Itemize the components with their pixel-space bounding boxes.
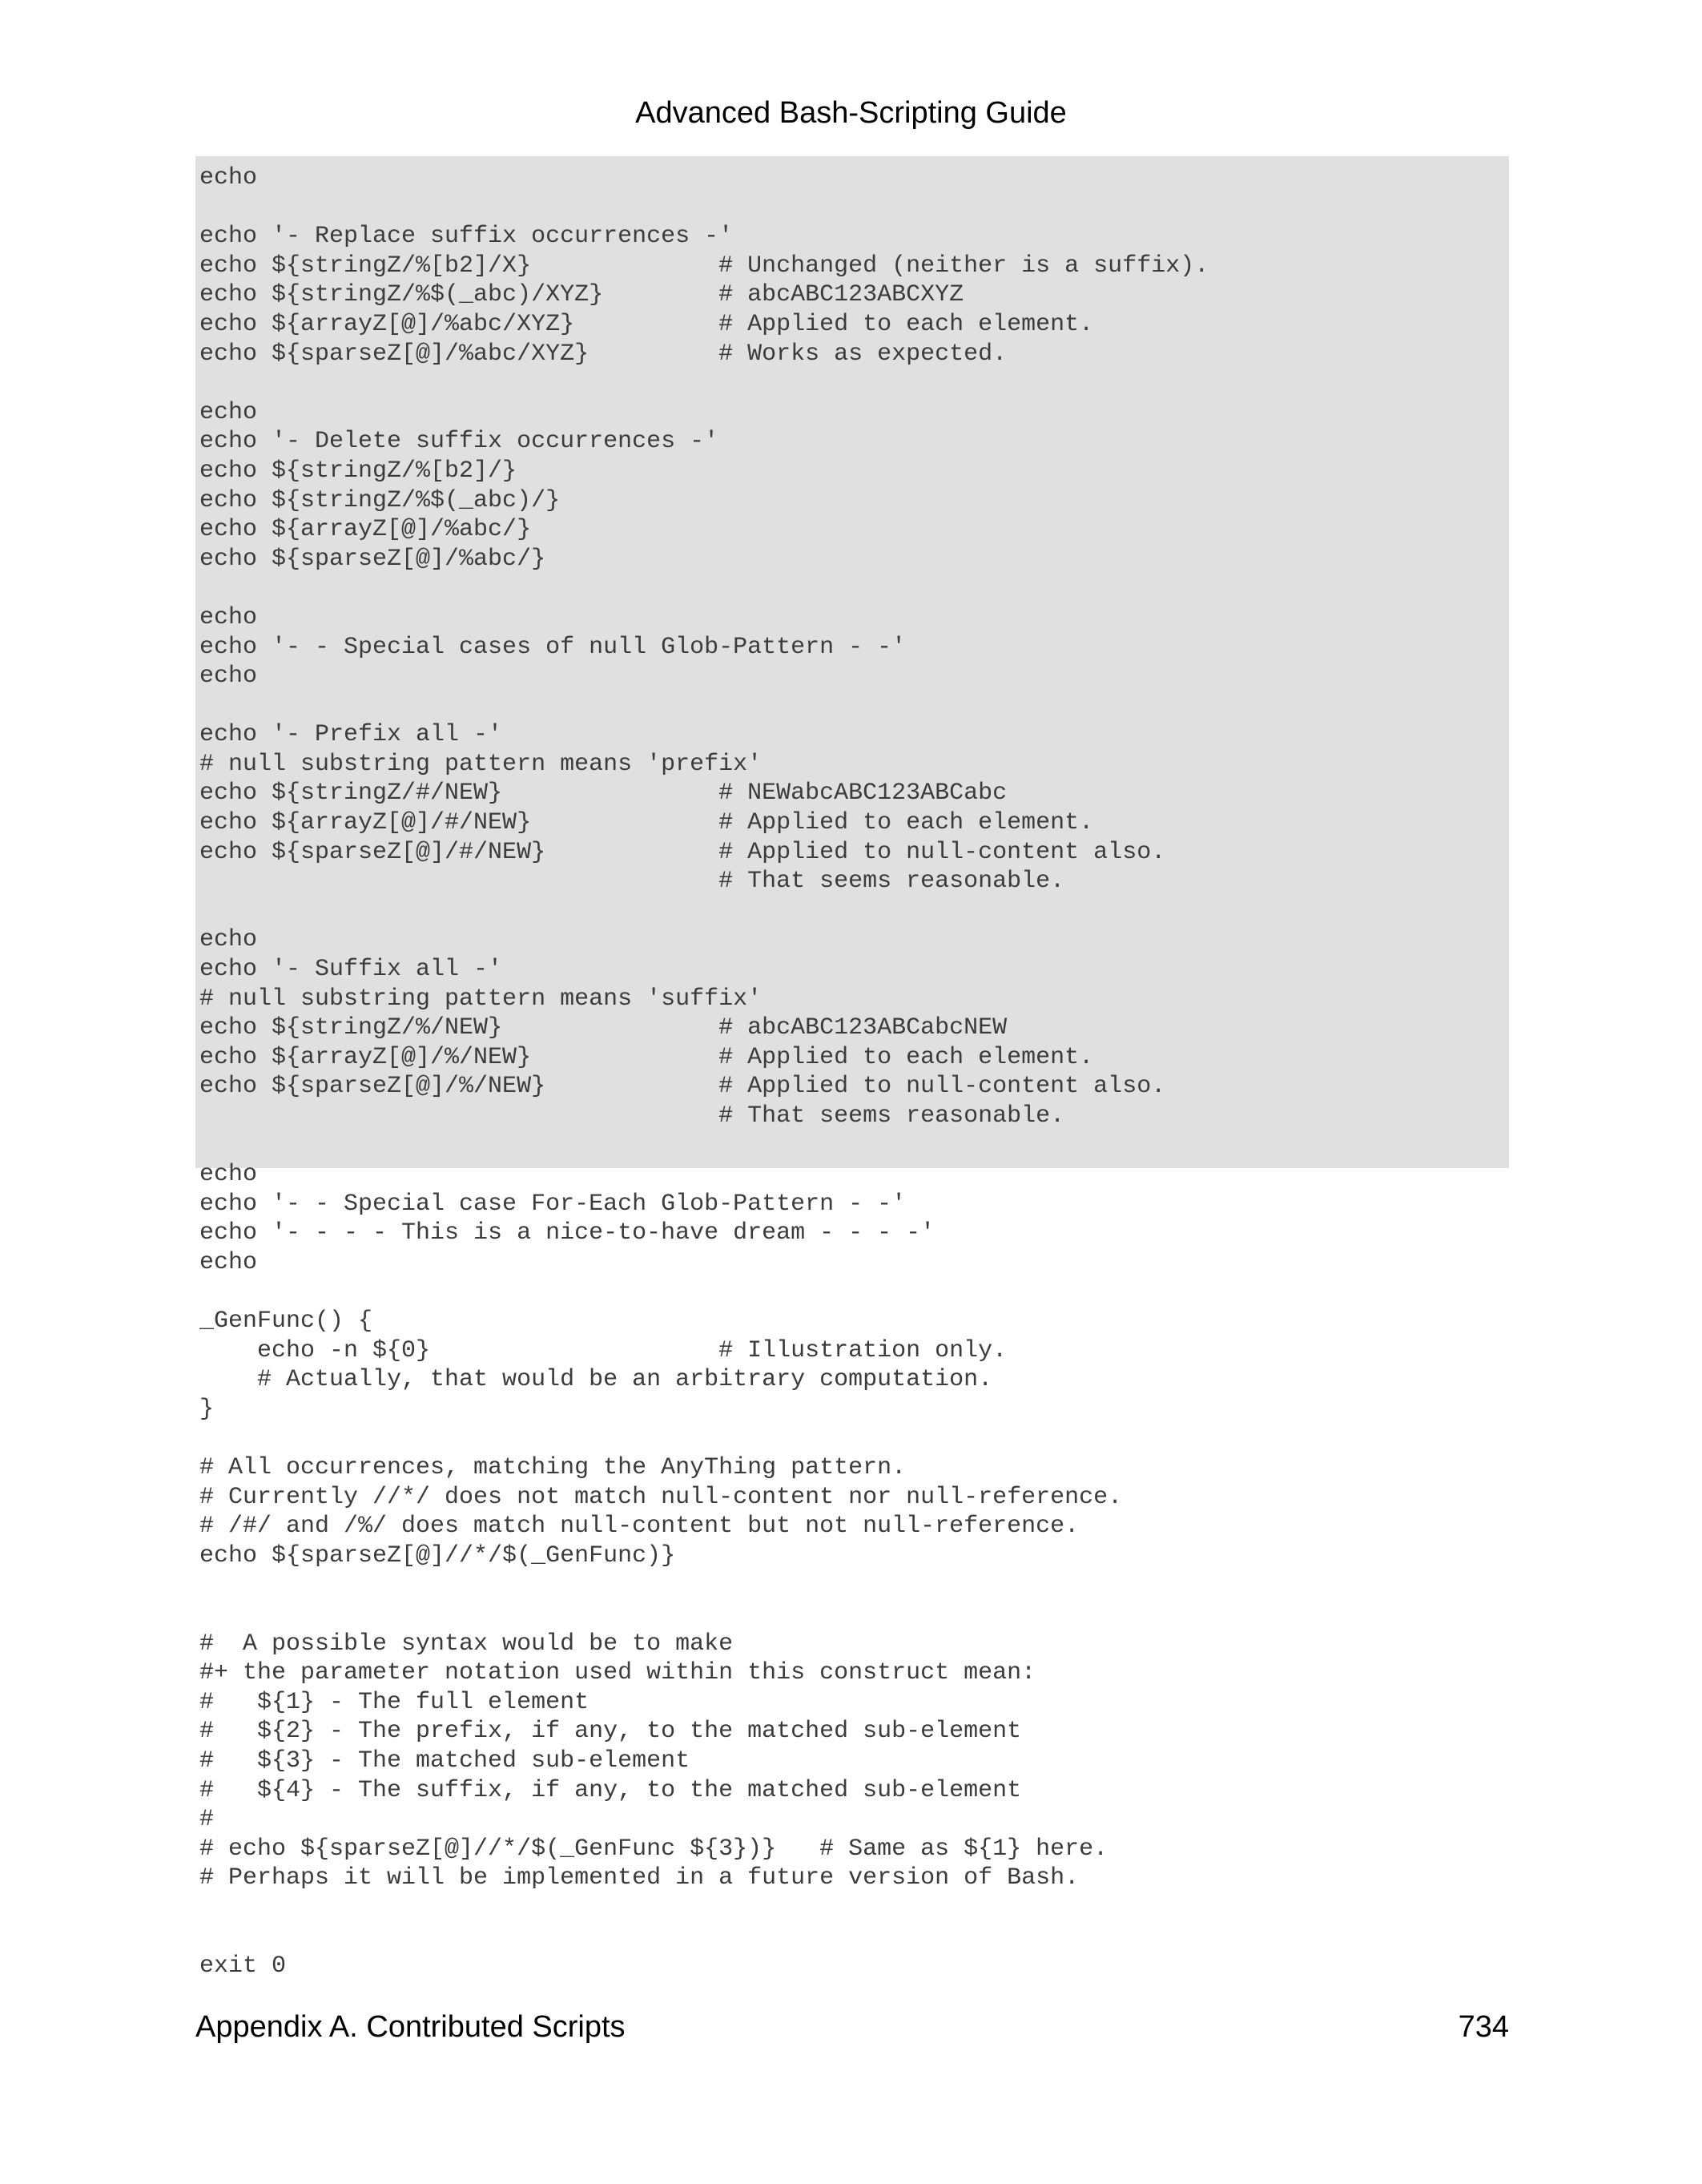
code-line <box>199 1571 1509 1601</box>
page-header-title: Advanced Bash-Scripting Guide <box>635 96 1067 130</box>
code-line: echo ${arrayZ[@]/#/NEW} # Applied to each element. <box>199 809 1094 837</box>
page-footer <box>195 2010 1509 2045</box>
code-line: echo <box>199 603 258 631</box>
code-line <box>199 1923 1509 1952</box>
code-line: echo '- - - - This is a nice-to-have dream - - - -' <box>199 1219 935 1247</box>
code-line: echo -n ${0} # Illustration only. <box>199 1336 1008 1364</box>
code-line: #+ the parameter notation used within this construct mean: <box>199 1659 1036 1687</box>
code-line: echo ${stringZ/%/NEW} # abcABC123ABCabcNEW <box>199 1014 1008 1042</box>
code-line <box>199 1600 1509 1630</box>
code-line: echo ${sparseZ[@]/#/NEW} # Applied to null-content also. <box>199 838 1166 866</box>
code-line: # null substring pattern means 'prefix' <box>199 750 762 778</box>
code-line: } <box>199 1395 215 1423</box>
code-line: echo ${stringZ/%$(_abc)/} <box>199 486 561 514</box>
code-line: echo '- - Special cases of null Glob-Pattern - -' <box>199 633 907 661</box>
code-line: echo <box>199 1161 258 1189</box>
code-line: echo ${arrayZ[@]/%abc/XYZ} # Applied to each element. <box>199 310 1094 338</box>
code-line: echo ${arrayZ[@]/%abc/} <box>199 516 532 544</box>
code-line: echo ${arrayZ[@]/%/NEW} # Applied to each element. <box>199 1043 1094 1071</box>
code-line: echo <box>199 398 258 426</box>
code-line: echo ${stringZ/#/NEW} # NEWabcABC123ABCabc <box>199 780 1008 808</box>
code-line: # All occurrences, matching the AnyThing pattern. <box>199 1454 907 1482</box>
code-line <box>199 897 1509 926</box>
code-line <box>199 1278 1509 1308</box>
code-line: # ${1} - The full element <box>199 1688 589 1716</box>
code-line: # Actually, that would be an arbitrary computation. <box>199 1366 993 1394</box>
code-line <box>199 1893 1509 1923</box>
code-line: # A possible syntax would be to make <box>199 1630 734 1658</box>
code-listing <box>195 156 1509 1981</box>
code-line <box>199 691 1509 721</box>
footer-page-number: 734 <box>1458 2010 1509 2044</box>
code-line: echo ${sparseZ[@]/%abc/} <box>199 545 546 573</box>
code-line: # null substring pattern means 'suffix' <box>199 985 762 1013</box>
code-line: # That seems reasonable. <box>199 1102 1065 1130</box>
code-line: echo ${stringZ/%[b2]/X} # Unchanged (neither is a suffix). <box>199 252 1209 280</box>
code-line: echo '- Prefix all -' <box>199 721 503 749</box>
code-line: # Currently //*/ does not match null-content nor null-reference. <box>199 1483 1123 1511</box>
code-line: # ${2} - The prefix, if any, to the matched sub-element <box>199 1718 1022 1746</box>
code-line: # <box>199 1806 215 1834</box>
code-line: # Perhaps it will be implemented in a future version of Bash. <box>199 1864 1080 1892</box>
code-line: _GenFunc() { <box>199 1308 373 1336</box>
code-line: echo ${sparseZ[@]//*/$(_GenFunc)} <box>199 1541 676 1569</box>
code-line: echo '- Suffix all -' <box>199 956 503 984</box>
code-line: # /#/ and /%/ does match null-content but not null-reference. <box>199 1513 1080 1541</box>
code-line: echo '- Delete suffix occurrences -' <box>199 428 719 456</box>
code-line: echo <box>199 926 258 954</box>
code-line: exit 0 <box>199 1952 287 1981</box>
code-line: # echo ${sparseZ[@]//*/$(_GenFunc ${3})} # Same as ${1} here. <box>199 1835 1109 1863</box>
code-line: echo ${stringZ/%$(_abc)/XYZ} # abcABC123ABCXYZ <box>199 281 964 309</box>
code-line <box>199 193 1509 223</box>
code-line <box>199 1424 1509 1454</box>
code-line: echo '- - Special case For-Each Glob-Pattern - -' <box>199 1190 907 1218</box>
code-line: # ${4} - The suffix, if any, to the matched sub-element <box>199 1776 1022 1804</box>
code-line: echo ${stringZ/%[b2]/} <box>199 457 517 485</box>
code-line: echo ${sparseZ[@]/%/NEW} # Applied to null-content also. <box>199 1073 1166 1101</box>
code-line: echo '- Replace suffix occurrences -' <box>199 223 734 251</box>
code-line <box>199 1131 1509 1161</box>
code-line: # ${3} - The matched sub-element <box>199 1747 690 1775</box>
code-line <box>199 574 1509 603</box>
code-line: # That seems reasonable. <box>199 868 1065 896</box>
code-line <box>199 369 1509 398</box>
code-line: echo <box>199 1248 258 1276</box>
code-line: echo ${sparseZ[@]/%abc/XYZ} # Works as expected. <box>199 340 1008 368</box>
code-line: echo <box>199 663 258 691</box>
code-line: echo <box>199 164 258 191</box>
footer-section-title: Appendix A. Contributed Scripts <box>195 2010 626 2044</box>
